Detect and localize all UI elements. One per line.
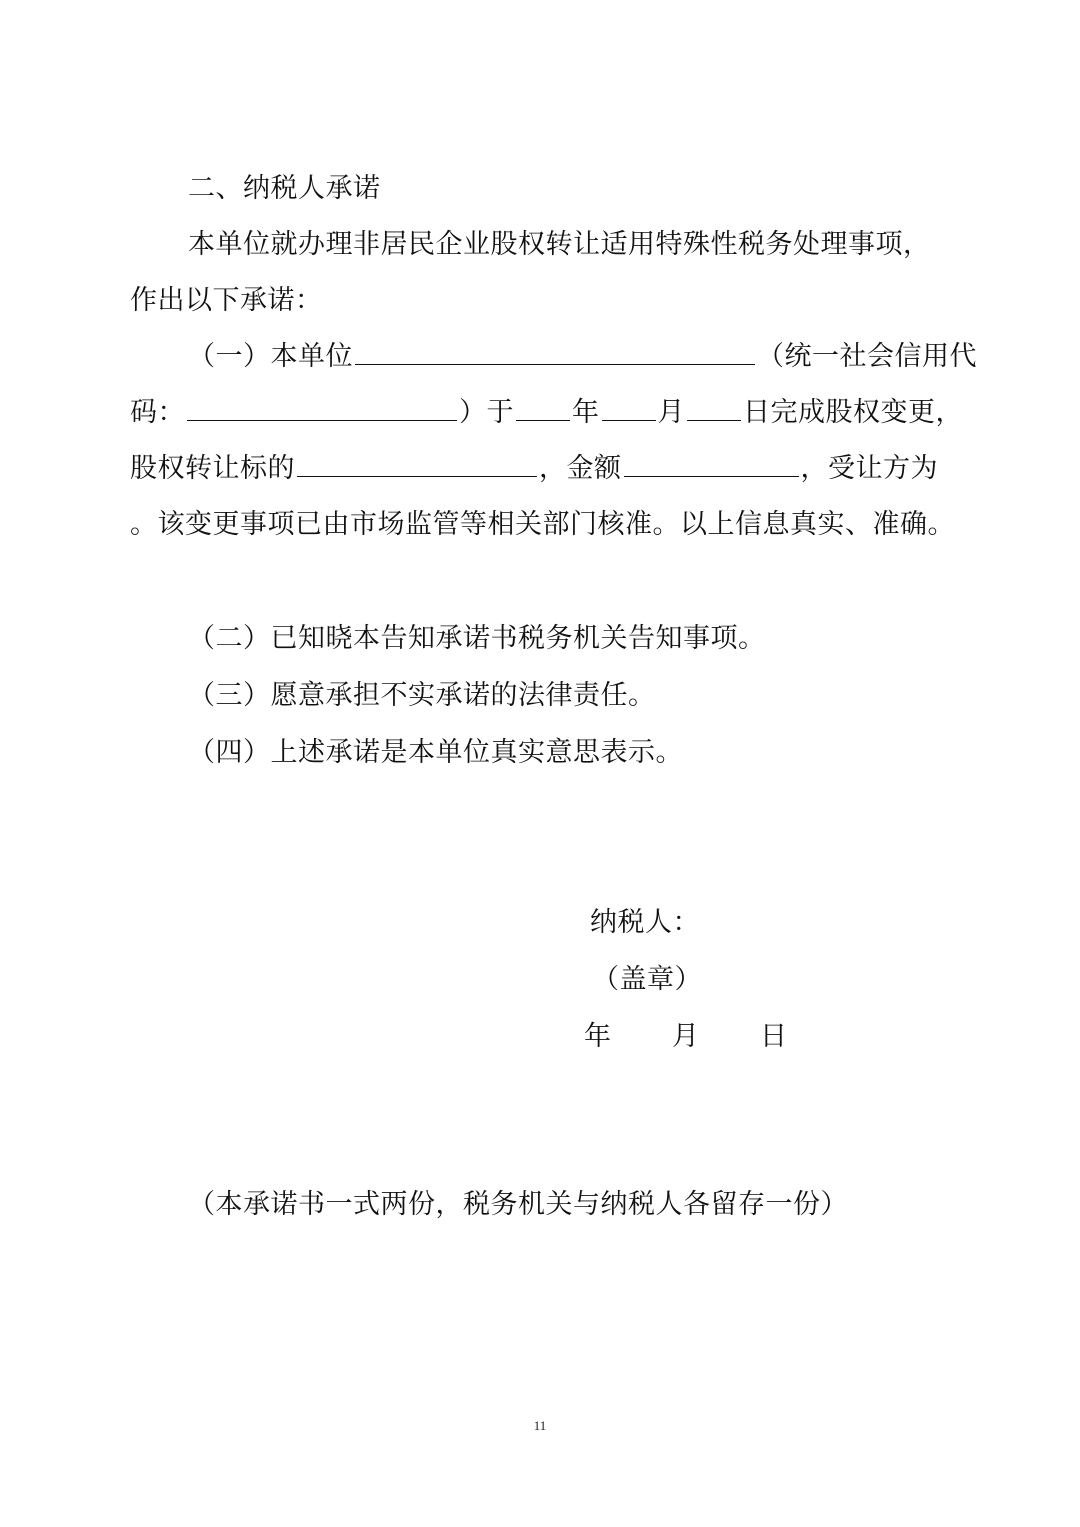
item1-prefix: （一）本单位 [188,341,353,372]
taxpayer-label: 纳税人： [590,907,700,938]
date-intro: ）于 [459,397,514,428]
year-blank[interactable] [516,396,570,421]
target-label: 股权转让标的 [130,453,295,484]
transferee-label: ，受让方为 [800,453,938,484]
date-tail: 日完成股权变更， [743,397,963,428]
item1-line-2 [130,396,963,430]
month-blank[interactable] [602,396,656,421]
intro-line-1: 本单位就办理非居民企业股权转让适用特殊性税务处理事项， [188,229,931,260]
item1-line-4: 。该变更事项已由市场监管等相关部门核准。以上信息真实、准确。 [130,509,955,540]
section-heading: 二、纳税人承诺 [188,173,381,204]
item3-text: （三）愿意承担不实承诺的法律责任。 [188,680,656,711]
signature-year: 年 [584,1021,612,1052]
target-blank[interactable] [297,452,537,477]
footnote: （本承诺书一式两份，税务机关与纳税人各留存一份） [188,1189,848,1220]
credit-code-open: （统一社会信用代 [757,341,977,372]
company-name-blank[interactable] [355,340,755,365]
item1-line-1 [188,340,977,374]
signature-month: 月 [672,1021,700,1052]
intro-line-2: 作出以下承诺： [130,285,323,316]
day-blank[interactable] [687,396,741,421]
item4-text: （四）上述承诺是本单位真实意思表示。 [188,737,683,768]
credit-code-label: 码： [130,397,185,428]
amount-label: ，金额 [539,453,622,484]
item1-line-3 [130,452,938,486]
item2-text: （二）已知晓本告知承诺书税务机关告知事项。 [188,623,766,654]
page-number: 11 [533,1418,547,1433]
credit-code-blank[interactable] [187,396,457,421]
signature-day: 日 [760,1021,788,1052]
amount-blank[interactable] [624,452,799,477]
year-label: 年 [572,397,600,428]
month-label: 月 [657,397,685,428]
seal-label: （盖章） [592,964,702,995]
